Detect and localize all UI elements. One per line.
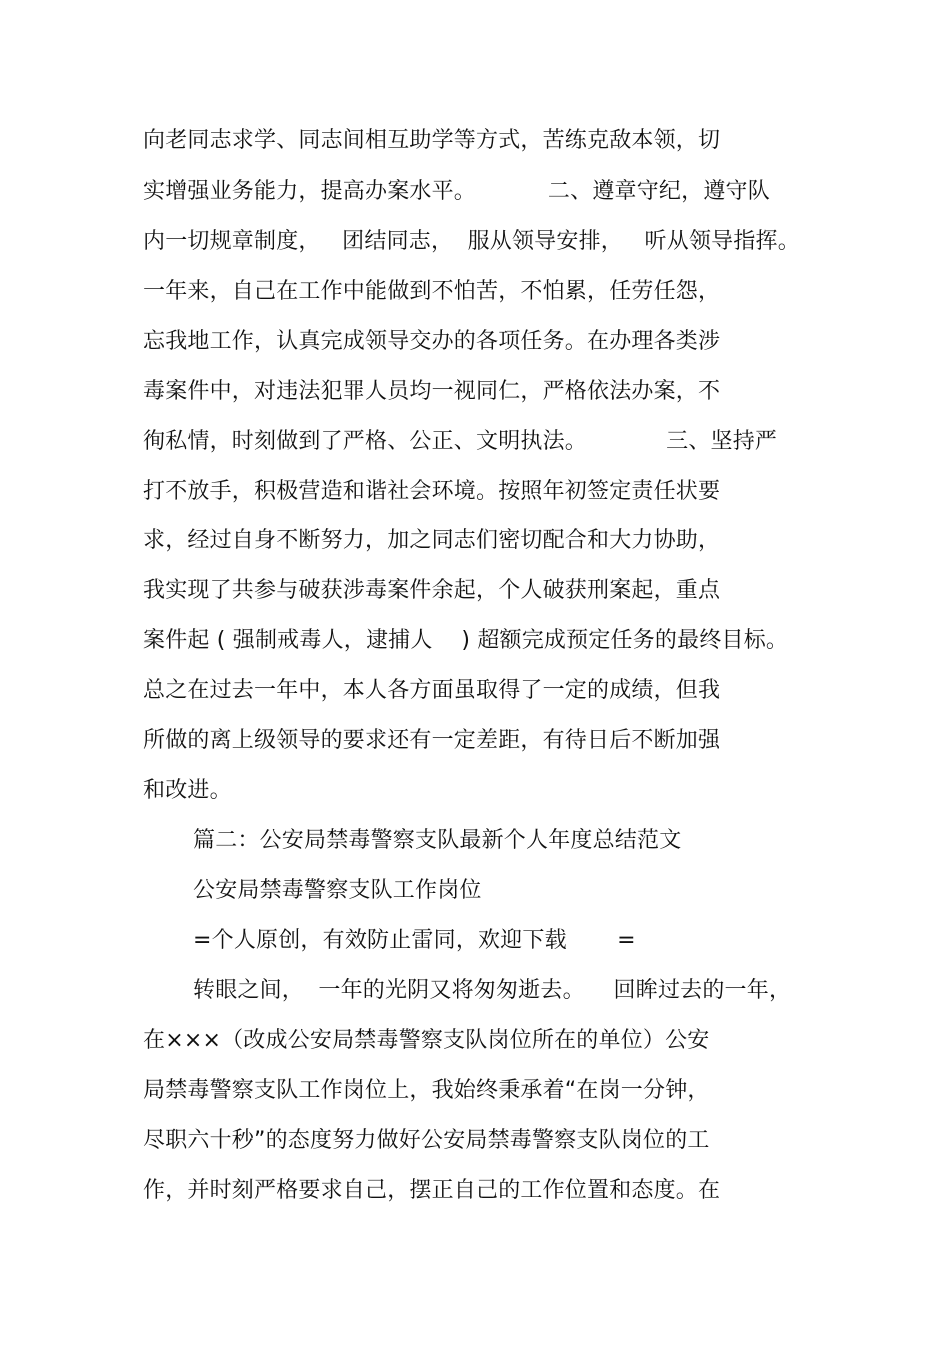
body-text-line: 实增强业务能力，提高办案水平。 二、遵章守纪，遵守队 [143, 179, 770, 204]
body-text-line: 和改进。 [143, 778, 232, 803]
section-heading: 篇二：公安局禁毒警察支队最新个人年度总结范文 [193, 828, 682, 853]
body-text-line: 尽职六十秒”的态度努力做好公安局禁毒警察支队岗位的工 [143, 1128, 710, 1153]
body-text-line: 求，经过自身不断努力，加之同志们密切配合和大力协助， [143, 528, 721, 553]
body-text-line: 在×××（改成公安局禁毒警察支队岗位所在的单位）公安 [143, 1028, 710, 1053]
body-text-line: 作，并时刻严格要求自己，摆正自己的工作位置和态度。在 [143, 1178, 721, 1203]
body-text-line: 局禁毒警察支队工作岗位上，我始终秉承着“在岗一分钟， [143, 1078, 710, 1103]
body-text-line: 打不放手，积极营造和谐社会环境。按照年初签定责任状要 [143, 479, 721, 504]
body-text-line: 毒案件中，对违法犯罪人员均一视同仁，严格依法办案，不 [143, 379, 721, 404]
body-text-line: 一年来，自己在工作中能做到不怕苦，不怕累，任劳任怨， [143, 279, 721, 304]
body-text-line: 转眼之间， 一年的光阴又将匆匆逝去。 回眸过去的一年， [193, 978, 792, 1003]
body-text-line: 我实现了共参与破获涉毒案件余起，个人破获刑案起，重点 [143, 578, 721, 603]
body-text-line: 案件起 ( 强制戒毒人，逮捕人 ) 超额完成预定任务的最终目标。 [143, 628, 789, 653]
subheading: 公安局禁毒警察支队工作岗位 [193, 878, 482, 903]
body-text-line: 徇私情，时刻做到了严格、公正、文明执法。 三、坚持严 [143, 429, 778, 454]
body-text-line: 忘我地工作，认真完成领导交办的各项任务。在办理各类涉 [143, 329, 721, 354]
body-text-line: 向老同志求学、同志间相互助学等方式，苦练克敌本领，切 [143, 128, 721, 153]
body-text-line: 总之在过去一年中，本人各方面虽取得了一定的成绩，但我 [143, 678, 721, 703]
body-text-line: 所做的离上级领导的要求还有一定差距，有待日后不断加强 [143, 728, 721, 753]
body-text-line: 内一切规章制度， 团结同志， 服从领导安排， 听从领导指挥。 [143, 229, 800, 254]
notice-line: =个人原创，有效防止雷同，欢迎下载 = [193, 928, 636, 953]
